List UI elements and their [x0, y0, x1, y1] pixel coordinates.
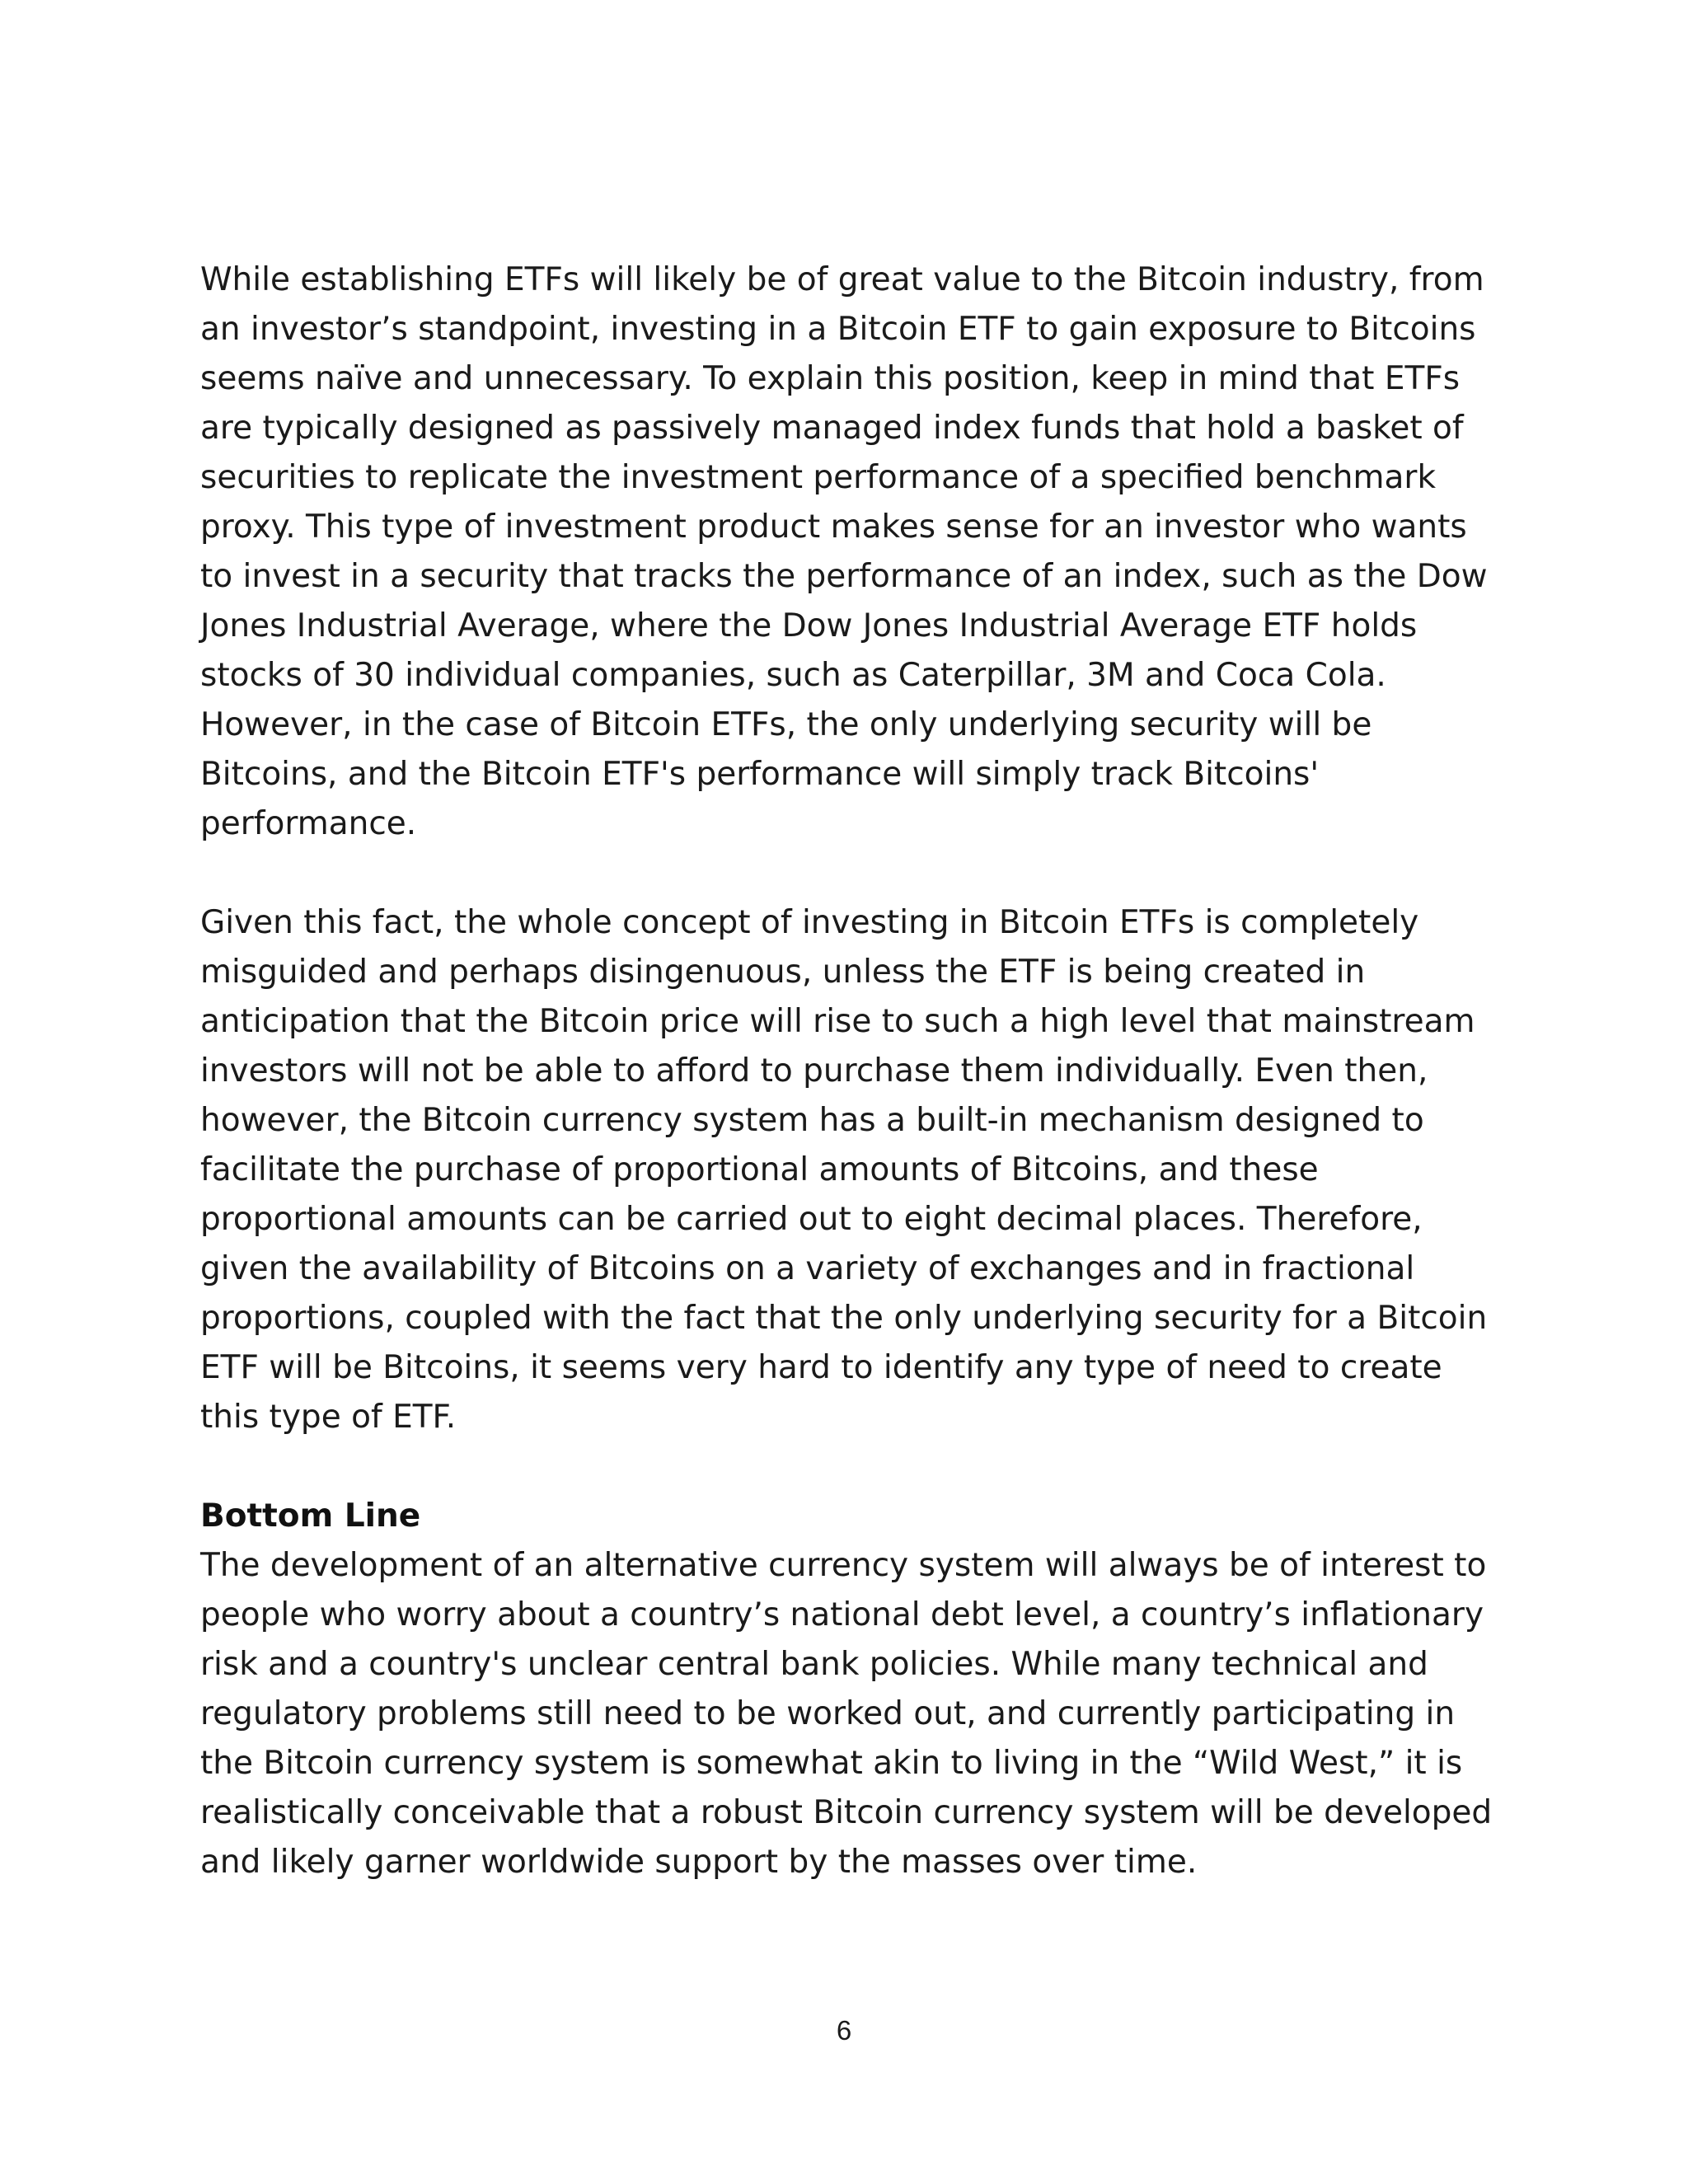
paragraph-etf-value: While establishing ETFs will likely be of great value to the Bitcoin industry, from an investor’s standpoint, investing in a Bitcoin ETF to gain exposure to Bitcoins seems naïve and unnecessary. To explain this position, keep in mind that ETFs are typically designed as passively managed index funds that hold a basket of securities to replicate the investment performance of a specified benchmark proxy. This type of investment product makes sense for an investor who wants to invest in a security that tracks the performance of an index, such as the Dow Jones Industrial Average, where the Dow Jones Industrial Average ETF holds stocks of 30 individual companies, such as Caterpillar, 3M and Coca Cola. However, in the case of Bitcoin ETFs, the only underlying security will be Bitcoins, and the Bitcoin ETF's performance will simply track Bitcoins' performance. [200, 261, 1488, 842]
paragraph-etf-concept: Given this fact, the whole concept of investing in Bitcoin ETFs is completely misguided and perhaps disingenuous, unless the ETF is being created in anticipation that the Bitcoin price will rise to such a high level that mainstream investors will not be able to afford to purchase them individually. Even then, however, the Bitcoin currency system has a built-in mechanism designed to facilitate the purchase of proportional amounts of Bitcoins, and these proportional amounts can be carried out to eight decimal places. Therefore, given the availability of Bitcoins on a variety of exchanges and in fractional proportions, coupled with the fact that the only underlying security for a Bitcoin ETF will be Bitcoins, it seems very hard to identify any type of need to create this type of ETF. [200, 904, 1488, 1436]
section-heading-bottom-line: Bottom Line [200, 1497, 421, 1535]
page-number: 6 [836, 2015, 852, 2046]
paragraph-bottom-line: The development of an alternative currency system will always be of interest to people who worry about a country’s national debt level, a country’s inflationary risk and a country's unclear central bank policies. While many technical and regulatory problems still need to be worked out, and currently participating in the Bitcoin currency system is somewhat akin to living in the “Wild West,” it is realistically conceivable that a robust Bitcoin currency system will be developed and likely garner worldwide support by the masses over time. [200, 1547, 1493, 1881]
page-body [200, 255, 1503, 1887]
